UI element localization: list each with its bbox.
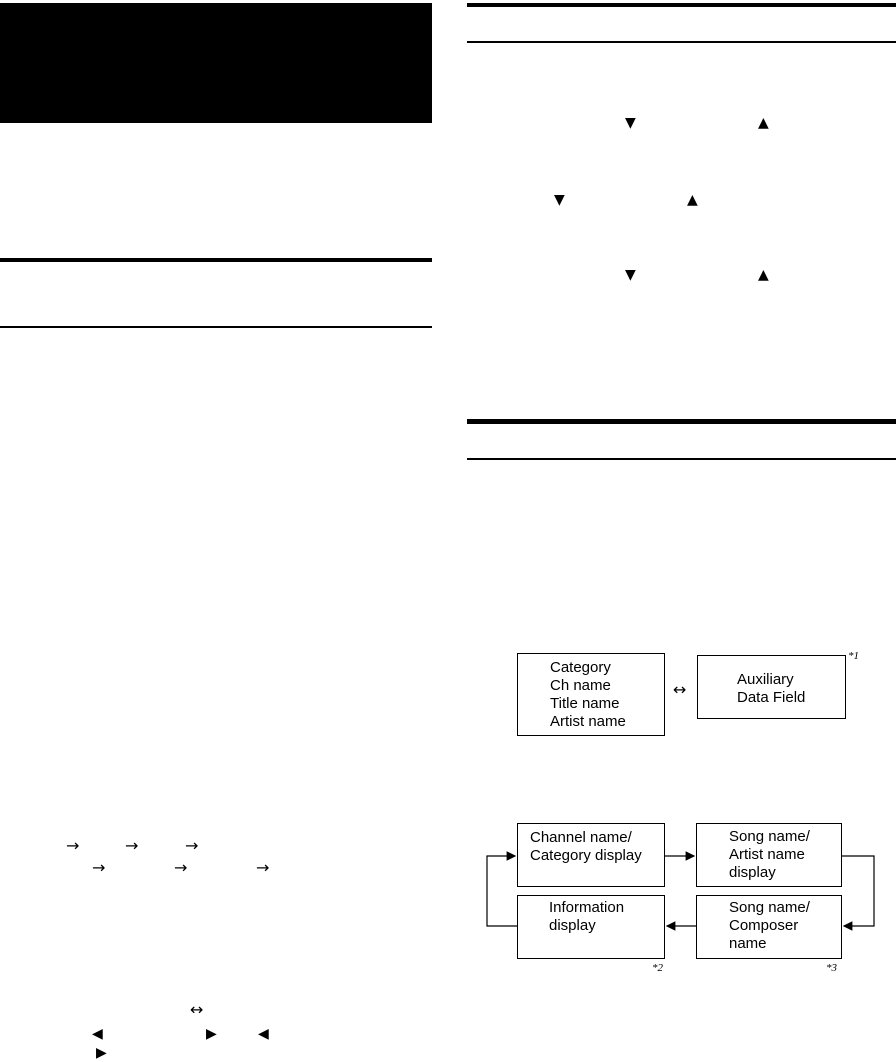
right-arrow-icon: → — [174, 858, 188, 877]
arrow-info-to-channel — [487, 856, 517, 926]
section-bottom-rule-right-1 — [467, 41, 896, 43]
display-info-box — [517, 653, 665, 736]
song-artist-box — [696, 823, 842, 887]
up-triangle-icon: ▲ — [687, 192, 698, 208]
left-triangle-icon: ◀ — [92, 1026, 103, 1042]
title-banner — [0, 3, 432, 123]
arrow-song-to-composer — [842, 856, 874, 926]
auxiliary-data-text: Auxiliary Data Field — [737, 671, 806, 706]
down-triangle-icon: ▼ — [625, 267, 636, 283]
footnote-marker: *1 — [848, 650, 859, 662]
up-triangle-icon: ▲ — [758, 267, 769, 283]
channel-category-box — [517, 823, 665, 887]
footnote-marker: *2 — [652, 962, 663, 974]
right-arrow-icon: → — [185, 836, 199, 855]
right-arrow-icon: → — [256, 858, 270, 877]
down-triangle-icon: ▼ — [625, 115, 636, 131]
left-triangle-icon: ◀ — [258, 1026, 269, 1042]
both-ways-arrow-icon: ↔ — [673, 680, 687, 699]
song-artist-text: Song name/ Artist name display — [729, 828, 810, 881]
section-bottom-rule-right-2 — [467, 458, 896, 460]
channel-category-text: Channel name/ Category display — [530, 829, 642, 864]
display-info-text: Category Ch name Title name Artist name — [550, 659, 626, 730]
section-bottom-rule-left — [0, 326, 432, 328]
down-triangle-icon: ▼ — [554, 192, 565, 208]
footnote-marker: *3 — [826, 962, 837, 974]
information-text: Information display — [549, 899, 625, 934]
section-top-rule-right-1 — [467, 3, 896, 7]
both-ways-arrow-icon: ↔ — [190, 1000, 204, 1019]
section-top-rule-left — [0, 258, 432, 262]
song-composer-text: Song name/ Composer name — [729, 899, 810, 952]
right-arrow-icon: → — [92, 858, 106, 877]
right-arrow-icon: → — [125, 836, 139, 855]
up-triangle-icon: ▲ — [758, 115, 769, 131]
right-triangle-icon: ▶ — [96, 1045, 107, 1061]
information-box — [517, 895, 665, 959]
right-triangle-icon: ▶ — [206, 1026, 217, 1042]
section-top-rule-right-2 — [467, 419, 896, 424]
auxiliary-data-box — [697, 655, 846, 719]
right-arrow-icon: → — [66, 836, 80, 855]
song-composer-box — [696, 895, 842, 959]
